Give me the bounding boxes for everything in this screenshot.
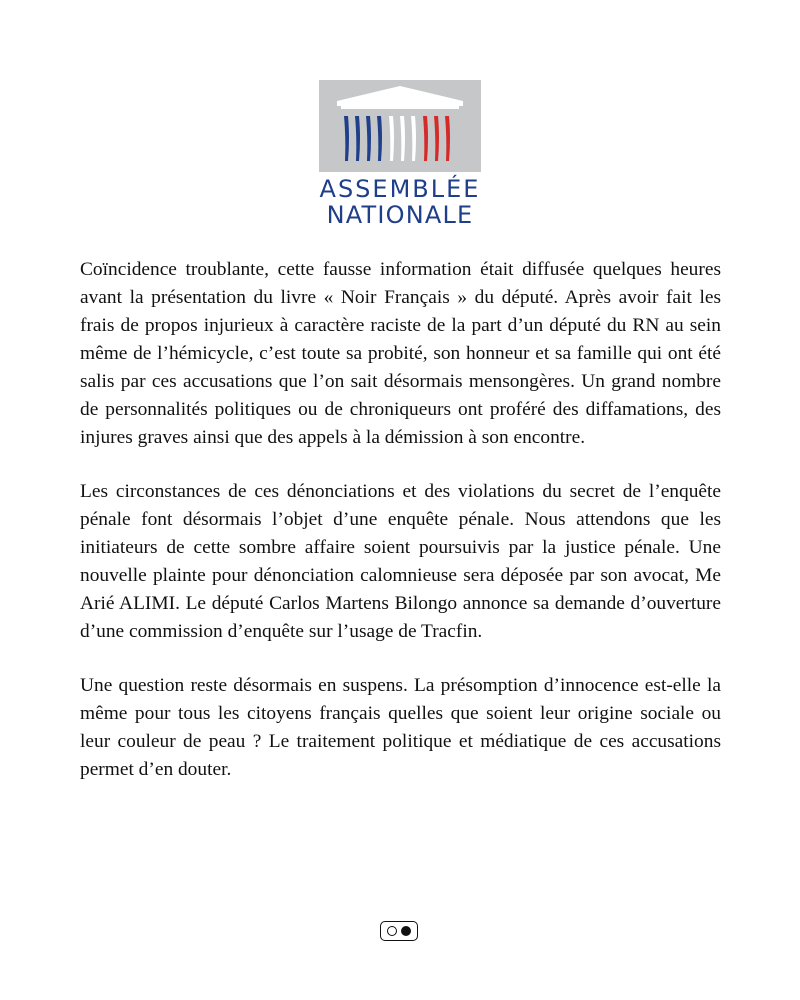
paragraph-3: Une question reste désormais en suspens. La présomption d’innocence est-elle la même pour tous les citoyens français quelles que soient leur origine sociale ou leur couleur de peau ? Le traitement politique et médiatique de ces accusations permet d’en douter. [80, 675, 721, 780]
logo-line-1: ASSEMBLÉE [319, 175, 481, 203]
paragraph-1: Coïncidence troublante, cette fausse information était diffusée quelques heures avant la présentation du livre « Noir Français » du député. Après avoir fait les frais de propos injurieux à caractère raciste de la part d’un député du RN au sein même de l’hémicycle, c’est toute sa probité, son honneur et sa famille qui ont été salis par ces accusations que l’on sait désormais mensongères. Un grand nombre de personnalités politiques ou de chroniqueurs ont proféré des diffamations, des injures graves ainsi que des appels à la démission à son encontre. [80, 259, 721, 448]
page-dot-2-current[interactable] [401, 926, 411, 936]
page-indicator[interactable] [380, 921, 418, 941]
assemblee-nationale-logo [319, 80, 481, 228]
paragraph-2: Les circonstances de ces dénonciations et des violations du secret de l’enquête pénale font désormais l’objet d’une enquête pénale. Nous attendons que les initiateurs de cette sombre affaire soient poursuivis par la justice pénale. Une nouvelle plainte pour dénonciation calomnieuse sera déposée par son avocat, Me Arié ALIMI. Le député Carlos Martens Bilongo annonce sa demande d’ouverture d’une commission d’enquête sur l’usage de Tracfin. [80, 481, 721, 642]
parliament-building-icon [319, 80, 481, 172]
page-dot-1[interactable] [387, 926, 397, 936]
hemicycle-emblem [319, 80, 481, 172]
logo-line-2: NATIONALE [326, 201, 474, 229]
press-release-body [80, 256, 721, 810]
